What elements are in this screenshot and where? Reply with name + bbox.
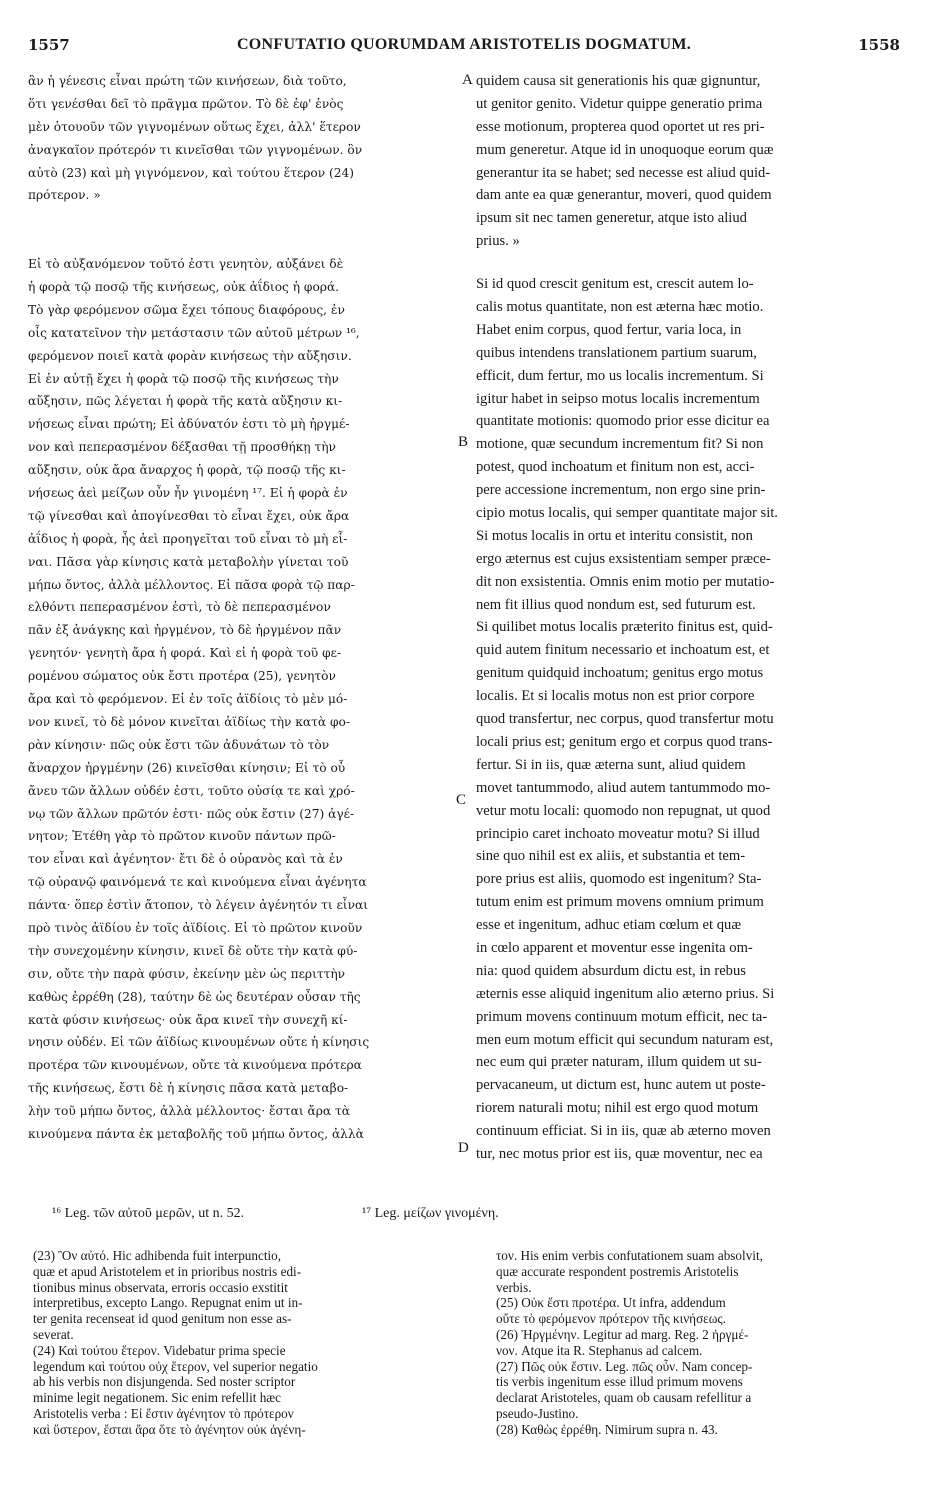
margin-letter-b: B	[458, 434, 469, 450]
latin-text-line: nec eum qui præter naturam, illum quidem ut su-	[476, 1054, 762, 1071]
running-title: CONFUTATIO QUORUMDAM ARISTOTELIS DOGMATUM.	[236, 36, 692, 53]
latin-column	[476, 70, 896, 1166]
greek-text-line: ἄρα καὶ τὸ φερόμενον. Εἰ ἐν τοῖς ἀϊδίοις τὸ μὲν μό-	[28, 692, 348, 707]
latin-text-line: efficit, dum fertur, mo us localis incrementum. Si	[476, 367, 764, 384]
latin-text-line: quibus intendens translationem partium suarum,	[476, 344, 757, 361]
greek-text-line: αὐτὸ (23) καὶ μὴ γιγνόμενον, καὶ τούτου ἕτερον (24)	[28, 165, 355, 180]
greek-text-line: νῳ τῶν ἄλλων πρῶτόν ἐστι· πῶς οὐκ ἔστιν (27) ἀγέ-	[28, 806, 355, 821]
greek-text-line: νον κινεῖ, τὸ δὲ μόνον κινεῖται ἀϊδίως τὴν κατὰ φο-	[28, 714, 350, 729]
latin-text-line: ut genitor genito. Videtur quippe generatio prima	[476, 95, 763, 112]
latin-text-line: esse et ingenitum, adhuc etiam cœlum et quæ	[476, 917, 742, 934]
greek-text-line: νήσεως εἶναι πρώτη; Εἰ ἀδύνατόν ἐστι τὸ μὴ ἠργμέ-	[28, 417, 350, 432]
greek-text-line: μήπω ὄντος, ἀλλὰ μέλλοντος. Εἰ πᾶσα φορὰ τῷ παρ-	[28, 577, 355, 592]
greek-column	[28, 70, 460, 1146]
note-line: καὶ ὕστερον, ἔσται ἄρα ὅτε τὸ ἀγένητον οὐκ ἀγένη-	[33, 1421, 306, 1437]
latin-text-line: calis motus quantitate, non est æterna hæc motio.	[476, 299, 764, 316]
latin-text-line: quid autem finitum necessario et inchoatum est, et	[476, 642, 770, 659]
greek-text-line: καθὼς ἐρρέθη (28), ταύτην δὲ ὡς δευτέραν οὖσαν τῆς	[28, 989, 361, 1004]
latin-text-line: continuum efficiat. Si in iis, quæ ab æterno moven	[476, 1123, 771, 1140]
greek-text-line: πάντα· ὅπερ ἐστὶν ἄτοπον, τὸ λέγειν ἀγένητόν τι εἶναι	[28, 898, 369, 913]
latin-text-line: Si quilibet motus localis præterito finitus est, quid-	[476, 619, 773, 636]
latin-text-line: movet tantummodo, aliud autem tantummodo mo-	[476, 779, 771, 796]
latin-text-line: in cœlo apparent et moventur esse ingenita om-	[476, 939, 753, 956]
latin-text-line: mum generetur. Atque id in unoquoque eorum quæ	[476, 141, 774, 158]
greek-text-line: ἀναγκαῖον πρότερόν τι κινεῖσθαι τῶν γιγνομένων. ὂν	[28, 142, 363, 157]
latin-text-line: tur, nec motus prior est iis, quæ moventur, nec ea	[476, 1145, 763, 1162]
note-line: declarat Aristoteles, quam ob causam refellitur a	[496, 1390, 752, 1406]
note-line: quæ et apud Aristotelem et in prioribus nostris edi-	[33, 1263, 302, 1279]
note-line: Aristotelis verba : Εἰ ἔστιν ἀγένητον τὸ πρότερον	[33, 1405, 294, 1421]
note-line: verbis.	[496, 1279, 532, 1295]
greek-text-line: νήσεως ἀεὶ μείζων οὖν ἦν γινομένη ¹⁷. Εἰ ἡ φορὰ ἐν	[28, 486, 348, 501]
note-line: pseudo-Justino.	[496, 1405, 579, 1421]
note-line: ter genita recenseat id quod genitum non esse as-	[33, 1311, 292, 1327]
margin-letter-d: D	[458, 1140, 469, 1156]
note-line: legendum καὶ τούτου οὐχ ἕτερον, vel superior negatio	[33, 1358, 318, 1374]
greek-text-line: Εἰ τὸ αὐξανόμενον τοῦτό ἐστι γενητὸν, αὐξάνει δὲ	[28, 257, 344, 272]
right-page-number: 1558	[858, 36, 900, 54]
latin-text-line: riorem naturali motu; nihil est ergo quod motum	[476, 1100, 759, 1117]
latin-text-line: primum movens continuum motum efficit, nec ta-	[476, 1008, 768, 1025]
latin-text-line: æternis esse aliquid ingenitum alio æterno prius. Si	[476, 985, 775, 1002]
note-line: minime legit negationem. Sic enim refellit hæc	[33, 1390, 281, 1406]
note-line: tionibus minus observata, erroris occasio exstitit	[33, 1279, 288, 1295]
latin-text-line: dit non exsistentia. Omnis enim motio per mutatio-	[476, 573, 775, 590]
greek-text-line: τον εἶναι καὶ ἀγένητον· ἔτι δὲ ὁ οὐρανὸς καὶ τὰ ἐν	[28, 852, 343, 867]
greek-text-line: Τὸ γὰρ φερόμενον σῶμα ἔχει τόπους διαφόρους, ἐν	[28, 302, 345, 317]
greek-text-line: μὲν ὁτουοῦν τῶν γιγνομένων οὕτως ἔχει, ἀλλ' ἕτερον	[28, 119, 361, 134]
latin-text-line: vetur motu locali: quomodo non repugnat, ut quod	[476, 802, 771, 819]
latin-text-line: quidem causa sit generationis his quæ gignuntur,	[476, 73, 761, 89]
note-line: (23) Ὃν αὐτό. Hic adhibenda fuit interpunctio,	[33, 1248, 282, 1263]
latin-text-line: potest, quod inchoatum et finitum non est, acci-	[476, 459, 755, 476]
greek-text-line: πρότερον. »	[28, 188, 101, 203]
latin-text-line: fertur. Si in iis, quæ æterna sunt, aliud quidem	[476, 756, 746, 773]
greek-text-line: τῷ γίνεσθαι καὶ ἀπογίνεσθαι τὸ εἶναι ἔχει, οὐκ ἄρα	[28, 508, 350, 523]
margin-letter-c: C	[456, 792, 467, 808]
latin-text-line: locali prius est; genitum ergo et corpus quod trans-	[476, 733, 773, 750]
note-line: τον. His enim verbis confutationem suam absolvit,	[496, 1248, 763, 1263]
greek-text-line: ἡ φορὰ τῷ ποσῷ τῆς κινήσεως, οὐκ ἀΐδιος ἡ φορά.	[28, 280, 340, 295]
note-line: tis verbis ingenitum esse illud primum movens	[496, 1374, 743, 1390]
greek-text-line: φερόμενον ποιεῖ κατὰ φορὰν κινήσεως τὴν αὔξησιν.	[28, 348, 352, 363]
notes-right-column	[496, 1248, 906, 1438]
greek-text-line: τῷ οὐρανῷ φαινόμενά τε καὶ κινούμενα εἶναι ἀγένητα	[28, 875, 367, 890]
latin-text-line: tutum enim est primum movens omnium primum	[476, 894, 764, 911]
margin-letter-a: A	[462, 72, 473, 88]
latin-text-line: cipio motus localis, qui semper quantitate major sit.	[476, 505, 778, 522]
latin-text-line: nem fit illius quod nondum est, sed futurum est.	[476, 596, 756, 613]
latin-text-line: pervacaneum, ut dictum est, hunc autem ut poste-	[476, 1077, 766, 1094]
greek-text-line: ρὰν κίνησιν· πῶς οὐκ ἔστι τῶν ἀδυνάτων τὸ τὸν	[28, 737, 330, 752]
notes-left-column	[33, 1248, 473, 1438]
latin-text-line: esse motionum, propterea quod oportet ut res pri-	[476, 118, 765, 135]
greek-text-line: γενητόν· γενητὴ ἄρα ἡ φορά. Καὶ εἰ ἡ φορὰ τοῦ φε-	[28, 646, 342, 661]
latin-text-line: principio caret inchoato moveatur motu? Si illud	[476, 825, 760, 842]
latin-text-line: Si id quod crescit genitum est, crescit autem lo-	[476, 276, 754, 293]
greek-text-line: αὔξησιν, πῶς λέγεται ἡ φορὰ τῆς κατὰ αὔξησιν κι-	[28, 394, 343, 409]
greek-text-line: νητον; Ἐτέθη γὰρ τὸ πρῶτον κινοῦν πάντων πρῶ-	[28, 829, 336, 844]
greek-text-line: νησιν οὐδέν. Εἰ τῶν ἀϊδίως κινουμένων οὔτε ἡ κίνησις	[28, 1035, 370, 1050]
latin-text-line: Habet enim corpus, quod fertur, varia loca, in	[476, 321, 742, 338]
note-line: (28) Καθὼς ἐρρέθη. Nimirum supra n. 43.	[496, 1421, 718, 1437]
latin-text-line: Si motus localis in ortu et interitu consistit, non	[476, 527, 753, 544]
note-line: interpretibus, excepto Lango. Repugnat enim ut in-	[33, 1295, 303, 1311]
note-line: (24) Καὶ τούτου ἕτερον. Videbatur prima specie	[33, 1342, 286, 1358]
note-line: ab his verbis non disjungenda. Sed noster scriptor	[33, 1374, 296, 1390]
greek-text-line: ἄνευ τῶν ἄλλων οὐδέν ἐστι, τοῦτο οὐσίᾳ τε καὶ χρό-	[28, 783, 355, 798]
latin-text-line: ipsum sit nec tamen generetur, atque isto aliud	[476, 210, 747, 227]
latin-text-line: pore prius est aliis, quomodo est ingenitum? Sta-	[476, 871, 762, 888]
greek-text-line: προτέρα τῶν κινουμένων, οὔτε τὰ κινούμενα πρότερα	[28, 1058, 362, 1073]
footnote-17: ¹⁷ Leg. μείζων γινομένη.	[362, 1206, 499, 1221]
greek-text-line: ὅτι γενέσθαι δεῖ τὸ πρᾶγμα πρῶτον. Τὸ δὲ ἐφ' ἑνὸς	[28, 96, 344, 111]
latin-text-line: ergo æternus est cujus exsistentiam semper præce-	[476, 550, 771, 567]
greek-text-line: νον καὶ πεπερασμένον δέξασθαι τῇ προσθήκῃ τὴν	[28, 440, 336, 455]
note-line: (26) Ἠργμένην. Legitur ad marg. Reg. 2 ἠργμέ-	[496, 1326, 749, 1342]
greek-text-line	[28, 207, 460, 230]
greek-text-line: λὴν τοῦ μήπω ὄντος, ἀλλὰ μέλλοντος· ἔσται ἄρα τὰ	[28, 1104, 350, 1119]
latin-text-line: quod transfertur, nec corpus, quod transfertur motu	[476, 711, 774, 728]
greek-text-line: κινούμενα πάντα ἐκ μεταβολῆς τοῦ μήπω ὄντος, ἀλλὰ	[28, 1126, 364, 1141]
greek-text-line	[28, 230, 460, 253]
greek-text-line: ρομένου σώματος οὐκ ἔστι προτέρα (25), γενητὸν	[28, 669, 336, 684]
greek-text-line: ἂν ἡ γένεσις εἶναι πρώτη τῶν κινήσεων, διὰ τοῦτο,	[28, 74, 347, 88]
greek-text-line: σιν, οὔτε τὴν παρὰ φύσιν, ἐκείνην μὲν ὡς περιττὴν	[28, 966, 346, 981]
note-line: severat.	[33, 1326, 74, 1342]
latin-text-line: nia: quod quidem absurdum dictu est, in rebus	[476, 962, 746, 979]
latin-text-line: motione, quæ secundum incrementum fit? Si non	[476, 436, 764, 453]
greek-text-line: ἄναρχον ἠργμένην (26) κινεῖσθαι κίνησιν; Εἰ τὸ οὗ	[28, 760, 346, 775]
latin-text-line: dam ante ea quæ generantur, moveri, quod quidem	[476, 187, 772, 204]
note-line: νον. Atque ita R. Stephanus ad calcem.	[496, 1342, 703, 1358]
greek-text-line: τῆς κινήσεως, ἔστι δὲ ἡ κίνησις πᾶσα κατὰ μεταβο-	[28, 1081, 349, 1096]
greek-text-line: Εἰ ἐν αὐτῇ ἔχει ἡ φορὰ τῷ ποσῷ τῆς κινήσεως τὴν	[28, 371, 339, 386]
greek-text-line: πρὸ τινὸς ἀϊδίου ἐν τοῖς ἀϊδίοις. Εἰ τὸ πρῶτον κινοῦν	[28, 920, 363, 935]
greek-text-line: ἀΐδιος ἡ φορὰ, ἧς ἀεὶ προηγεῖται τοῦ εἶναι τὸ μὴ εἶ-	[28, 531, 348, 546]
latin-text-line: prius. »	[476, 233, 520, 250]
left-page-number: 1557	[28, 36, 70, 54]
greek-text-line: ελθόντι πεπερασμένον ἐστὶ, τὸ δὲ πεπερασμένον	[28, 600, 331, 615]
latin-text-line: pere accessione incrementum, non ergo sine prin-	[476, 482, 766, 499]
greek-text-line: ναι. Πᾶσα γὰρ κίνησις κατὰ μεταβολὴν γίνεται τοῦ	[28, 554, 349, 569]
note-line: (27) Πῶς οὐκ ἔστιν. Leg. πῶς οὖν. Nam concep-	[496, 1358, 753, 1374]
greek-text-line: αὔξησιν, οὐκ ἄρα ἄναρχος ἡ φορὰ, τῷ ποσῷ τῆς κι-	[28, 463, 346, 478]
running-header	[28, 36, 900, 58]
greek-text-line: πᾶν ἐξ ἀνάγκης καὶ ἠργμένον, τὸ δὲ ἠργμένον πᾶν	[28, 623, 342, 638]
latin-text-line: sine quo nihil est ex aliis, et substantia et tem-	[476, 848, 746, 865]
latin-text-line: genitum quidquid inchoatum; genitus ergo motus	[476, 665, 764, 682]
latin-text-line: men eum motum efficit qui secundum naturam est,	[476, 1031, 774, 1048]
note-line: οὔτε τὸ φερόμενον πρότερον τῆς κινήσεως.	[496, 1311, 726, 1327]
footnote-16: ¹⁶ Leg. τῶν αὐτοῦ μερῶν, ut n. 52.	[52, 1206, 245, 1221]
latin-text-line: localis. Et si localis motus non est prior corpore	[476, 688, 755, 705]
latin-text-line: generantur ita se habet; sed necesse est aliud quid-	[476, 164, 771, 181]
greek-text-line: τὴν συνεχομένην κίνησιν, κινεῖ δὲ οὔτε τὴν κατὰ φύ-	[28, 943, 358, 958]
latin-text-line: igitur habet in seipso motus localis incrementum	[476, 390, 760, 407]
note-line: (25) Οὐκ ἔστι προτέρα. Ut infra, addendum	[496, 1295, 726, 1311]
latin-text-line: quantitate motionis: quomodo prior esse dicitur ea	[476, 413, 770, 430]
note-line: quæ accurate respondent postremis Aristotelis	[496, 1263, 739, 1279]
greek-text-line: οἷς κατατεῖνον τὴν μετάστασιν τῶν αὐτοῦ μέτρων ¹⁶,	[28, 325, 360, 340]
greek-text-line: κατὰ φύσιν κινήσεως· οὐκ ἄρα κινεῖ τὴν συνεχῆ κί-	[28, 1012, 348, 1027]
